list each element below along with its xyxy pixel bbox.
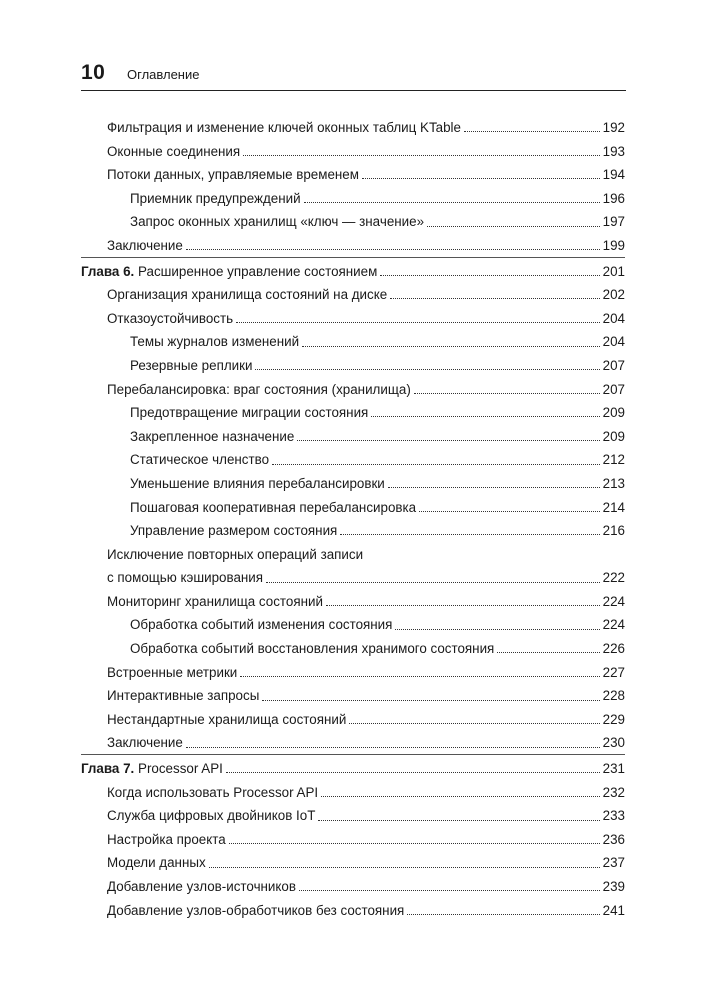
dot-leader [326,605,600,606]
dot-leader [229,843,600,844]
toc-entry[interactable] [81,637,625,661]
toc-page-number: 228 [602,688,625,704]
toc-entry[interactable] [81,448,625,472]
toc-entry-title: Интерактивные запросы [107,688,260,704]
dot-leader [349,723,599,724]
toc-page-number: 227 [602,664,625,680]
toc-page-number: 201 [602,263,625,279]
dot-leader [395,629,599,630]
toc-page-number: 232 [602,784,625,800]
table-of-contents [81,116,625,922]
dot-leader [371,416,599,417]
toc-chapter-entry[interactable] [81,757,625,781]
toc-entry[interactable] [81,519,625,543]
dot-leader [240,676,599,677]
dot-leader [186,249,600,250]
toc-entry-title: Нестандартные хранилища состояний [107,711,347,727]
toc-page-number: 241 [602,902,625,918]
toc-entry[interactable] [81,684,625,708]
toc-page-number: 237 [602,855,625,871]
toc-page-number: 209 [602,405,625,421]
toc-chapter-entry[interactable] [81,260,625,284]
dot-leader [255,369,599,370]
toc-entry-title: Резервные реплики [130,357,253,373]
toc-entry[interactable] [81,472,625,496]
toc-entry-title: Встроенные метрики [107,664,238,680]
toc-entry-title: Заключение [107,735,183,751]
dot-leader [388,487,600,488]
toc-entry-title: Управление размером состояния [130,523,338,539]
running-head: Оглавление [127,67,200,82]
dot-leader [226,772,600,773]
toc-entry[interactable] [81,140,625,164]
toc-entry[interactable] [81,116,625,140]
toc-page-number: 231 [602,761,625,777]
dot-leader [186,747,600,748]
toc-page-number: 236 [602,831,625,847]
chapter-number: Глава 7. [81,761,135,777]
toc-page-number: 212 [602,452,625,468]
toc-entry-title: Статическое членство [130,452,270,468]
dot-leader [464,131,600,132]
chapter-title: Processor API [138,761,223,777]
toc-entry-title: Когда использовать Processor API [107,784,319,800]
toc-entry[interactable] [81,163,625,187]
toc-page-number: 229 [602,711,625,727]
toc-entry-title: Модели данных [107,855,206,871]
toc-page-number: 207 [602,381,625,397]
toc-entry-title: Заключение [107,237,183,253]
toc-entry[interactable] [81,307,625,331]
toc-entry[interactable] [81,708,625,732]
toc-entry-title [81,260,377,284]
toc-entry[interactable] [81,496,625,520]
toc-entry[interactable] [81,899,625,923]
toc-entry-title: Уменьшение влияния перебалансировки [130,475,385,491]
toc-entry-title: Фильтрация и изменение ключей оконных таблиц KTable [107,120,461,135]
toc-entry-title: Закрепленное назначение [130,428,295,444]
toc-entry[interactable] [81,283,625,307]
dot-leader [299,890,600,891]
toc-entry-title: Организация хранилища состояний на диске [107,287,388,303]
toc-entry[interactable] [81,875,625,899]
toc-page-number: 224 [602,593,625,609]
toc-entry-title: Настройка проекта [107,831,226,847]
toc-page-number: 216 [602,523,625,539]
toc-entry-title-line2 [107,566,625,590]
toc-entry[interactable] [81,425,625,449]
toc-entry[interactable] [81,234,625,258]
toc-page-number: 207 [602,357,625,373]
dot-leader [427,226,600,227]
page-header [81,60,626,91]
toc-entry[interactable] [81,330,625,354]
dot-leader [362,178,600,179]
toc-page-number: 199 [602,237,625,253]
toc-page-number: 202 [602,287,625,303]
dot-leader [272,464,600,465]
toc-page-number: 213 [602,475,625,491]
toc-page-number: 226 [602,641,625,657]
toc-page-number: 194 [602,167,625,183]
toc-page-number: 224 [602,617,625,633]
toc-entry-title: Предотвращение миграции состояния [130,405,369,421]
dot-leader [318,820,599,821]
dot-leader [419,511,600,512]
toc-entry[interactable] [81,187,625,211]
dot-leader [380,275,599,276]
toc-page-number: 196 [602,190,625,206]
toc-page-number: 193 [602,143,625,159]
dot-leader [414,393,600,394]
toc-entry[interactable] [81,781,625,805]
toc-entry[interactable] [81,828,625,852]
toc-entry-title: Темы журналов изменений [130,334,300,350]
toc-page-number: 239 [602,879,625,894]
toc-entry-title: с помощью кэширования [107,570,264,586]
toc-entry-title [81,757,223,781]
toc-entry-title: Обработка событий изменения состояния [130,617,393,633]
toc-page-number: 233 [602,808,625,824]
toc-entry[interactable] [81,804,625,828]
toc-entry-title: Запрос оконных хранилищ «ключ — значение» [130,214,425,230]
toc-entry[interactable] [81,210,625,234]
toc-entry-title: Мониторинг хранилища состояний [107,593,323,609]
toc-page-number: 214 [602,499,625,515]
page-number: 10 [81,61,106,84]
toc-entry[interactable] [81,613,625,637]
toc-entry-title: Добавление узлов-источников [107,879,296,894]
dot-leader [297,440,599,441]
toc-entry[interactable] [81,661,625,685]
dot-leader [262,700,599,701]
toc-entry-title: Добавление узлов-обработчиков без состояния [107,902,405,918]
toc-entry-title: Пошаговая кооперативная перебалансировка [130,499,417,515]
dot-leader [209,867,600,868]
dot-leader [407,914,599,915]
toc-entry-title-line1: Исключение повторных операций записи [107,546,364,562]
toc-page-number: 230 [602,735,625,751]
toc-page-number: 204 [602,334,625,350]
dot-leader [304,202,600,203]
toc-entry[interactable] [81,354,625,378]
toc-page-number: 204 [602,310,625,326]
dot-leader [340,534,599,535]
toc-page-number: 222 [602,570,625,586]
dot-leader [302,346,600,347]
toc-entry[interactable] [81,401,625,425]
toc-entry-title: Оконные соединения [107,143,241,159]
toc-entry[interactable] [81,851,625,875]
toc-entry-title: Обработка событий восстановления хранимого состояния [130,641,495,657]
toc-page-number: 197 [602,214,625,230]
toc-entry-title: Приемник предупреждений [130,190,301,206]
toc-entry-title: Служба цифровых двойников IoT [107,808,316,824]
toc-entry-title: Потоки данных, управляемые временем [107,167,359,183]
toc-page-number: 209 [602,428,625,444]
toc-entry-title: Перебалансировка: враг состояния (хранилища) [107,381,411,397]
toc-entry-title: Отказоустойчивость [107,310,234,326]
dot-leader [497,652,599,653]
dot-leader [390,298,599,299]
toc-entry[interactable] [81,590,625,614]
dot-leader [243,155,599,156]
toc-entry[interactable] [81,543,625,590]
toc-entry[interactable] [81,378,625,402]
dot-leader [236,322,600,323]
dot-leader [321,796,600,797]
toc-entry[interactable] [81,731,625,755]
chapter-title: Расширенное управление состоянием [138,263,378,279]
toc-page-number: 192 [602,120,625,135]
dot-leader [266,582,600,583]
chapter-number: Глава 6. [81,263,135,279]
